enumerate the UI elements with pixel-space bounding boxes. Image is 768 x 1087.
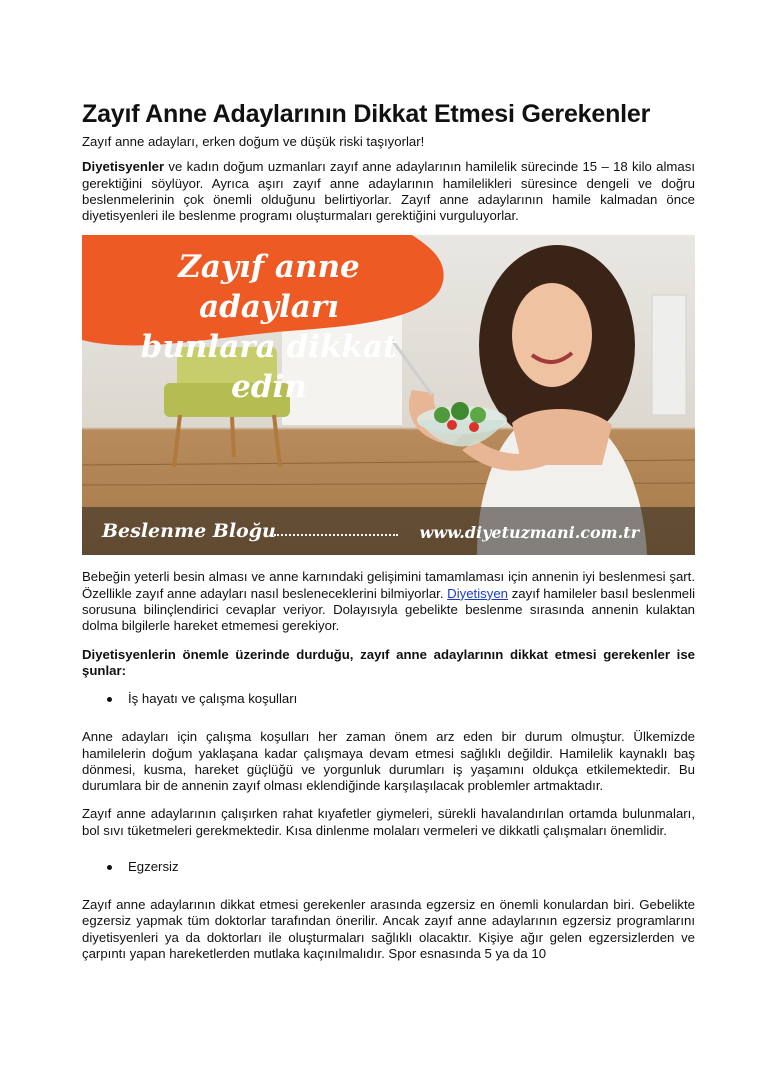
paragraph-nutrition-text: Bebeğin yeterli besin alması ve anne karnındaki gelişimini tamamlaması için annenin iyi beslenmesi şart. Özellikle zayıf anne adayları nasıl besleneceklerini bilmiyorlar. xyxy=(82,569,695,601)
intro-paragraph xyxy=(82,159,695,224)
list-item xyxy=(82,859,695,875)
hero-blog-label: Beslenme Bloğu xyxy=(102,520,276,543)
bullet-list-2 xyxy=(82,859,695,875)
woman-face xyxy=(512,283,592,387)
hero-title-line2: bunlara dikkat edin xyxy=(140,329,398,406)
salad-bowl-glass xyxy=(417,420,507,447)
bullet-icon xyxy=(107,865,112,870)
salad-leaf xyxy=(434,407,450,423)
paragraph-work: Anne adayları için çalışma koşulları her zaman önem arz eden bir durum olmuştur. Ülkemizde hamilelerin doğum yaklaşana kadar çalışmaya devam etmesi sağlıklı değildir. Hamilelik kaynaklı baş dönmesi, kusma, hareket güçlüğü ve yorgunluk durumları iş yaşamını oldukça etkilemektedir. Bu durumlara bir de annenin zayıf olması eklendiğinde karşılaşılacak problemler artmaktadır. xyxy=(82,729,695,794)
paragraph-work-advice: Zayıf anne adaylarının çalışırken rahat kıyafetler giymeleri, sürekli havalandırılan ortamda bulunmaları, bol sıvı tüketmeleri gerekmektedir. Kısa dinlenme molaları vermeleri ve dikkatli çalışmaları önemlidir. xyxy=(82,806,695,838)
salad-tomato xyxy=(469,422,479,432)
list-item-label: İş hayatı ve çalışma koşulları xyxy=(128,691,298,707)
list-intro: Diyetisyenlerin önemle üzerinde durduğu, zayıf anne adaylarının dikkat etmesi gerekenler ise şunlar: xyxy=(82,646,695,678)
paragraph-exercise: Zayıf anne adaylarının dikkat etmesi gerekenler arasında egzersiz en önemli konulardan biri. Gebelikte egzersiz yapmak tüm doktorlar tarafından önerilir. Ancak zayıf anne adaylarının egzersiz programlarını diyetisyenleri ya da doktorları ile oluşturmaları sağlıklı olacaktır. Kişiye ağır gelen egzersizlerden ve çarpıntı yapan hareketlerden mutlaka kaçınılmalıdır. Spor esnasında 5 ya da 10 xyxy=(82,897,695,961)
intro-bold-lead: Diyetisyenler xyxy=(82,159,165,175)
subtitle: Zayıf anne adayları, erken doğum ve düşük riski taşıyorlar! xyxy=(82,134,425,149)
bullet-list-1 xyxy=(82,691,695,707)
hero-image xyxy=(82,235,695,555)
sofa-leg xyxy=(274,415,280,467)
bullet-icon xyxy=(107,697,112,702)
paragraph-nutrition-text-end: zayıf hamileler basıl beslenmeli sorusuna bilinçlendirici cevaplar veriyor. Dolayısıyla gebelikte beslenme sırasında annenin kulaktan dolma bilgilerle hareket etmemesi gerekiyor. xyxy=(82,585,695,634)
salad-tomato xyxy=(447,420,457,430)
radiator xyxy=(652,295,686,415)
dietitian-link[interactable]: Diyetisyen xyxy=(447,585,509,601)
intro-text: ve kadın doğum uzmanları zayıf anne adaylarının hamilelik sürecinde 15 – 18 kilo alması gerektiğini söylüyor. Ayrıca aşırı zayıf anne adaylarının hamilelikleri süresince dengeli ve doğru beslenmelerinin çok önemli olduğunu belirtiyorlar. Zayıf anne adaylarının hamile kalmadan önce diyetisyenleri ile beslenme programı oluşturmaları gerektiğini vurguluyorlar. xyxy=(82,159,695,224)
hero-title-line1: Zayıf anne adayları xyxy=(178,249,360,326)
paragraph-nutrition xyxy=(82,569,695,634)
sofa-leg xyxy=(174,415,180,467)
hero-url: www.diyetuzmani.com.tr xyxy=(419,523,639,543)
list-item xyxy=(82,691,695,707)
list-item-label: Egzersiz xyxy=(128,859,179,875)
hero-divider xyxy=(274,534,398,536)
salad-leaf xyxy=(470,407,486,423)
salad-leaf xyxy=(451,402,469,420)
page-title: Zayıf Anne Adaylarının Dikkat Etmesi Gerekenler xyxy=(82,100,651,128)
sofa-leg xyxy=(232,417,234,457)
hero-title xyxy=(104,247,434,407)
article xyxy=(82,98,695,962)
